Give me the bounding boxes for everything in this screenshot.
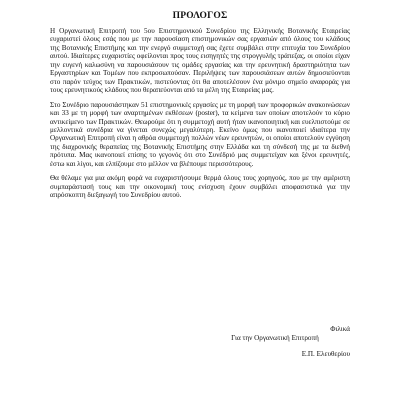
paragraph-2: Στο Συνέδριο παρουσιάστηκαν 51 επιστημονικές εργασίες με τη μορφή των προφορικών ανακοινώσεων και 33 με τη μορφή των αναρτημένων εκθέσεων (poster), τα κείμενα των οποίων αποτελούν το κύριο αντικείμενο των Πρακτικών. Θεωρούμε ότι η συμμετοχή αυτή ήταν ικανοποιητική και ευελπιστούμε σε μελλοντικά συνέδρια να γίνεται συνεχώς μεγαλύτερη. Εκείνο όμως που ικανοποιεί ιδιαίτερα την Οργανωτική Επιτροπή είναι η αθρόα συμμετοχή πολλών νέων ερευνητών, οι οποίοι αποτελούν εγγύηση της διαχρονικής θεραπείας της Βοτανικής Επιστήμης στην Ελλάδα και τη σύνδεσή της με τα διεθνή πρότυπα. Μας ικανοποιεί επίσης το γεγονός ότι στο Συνέδριό μας συμμετείχαν και ξένοι ερευνητές, έστω και λίγοι, και ελπίζουμε στο μέλλον να βλέπουμε περισσότερους. [50,100,350,168]
closing-on-behalf: Για την Οργανωτική Επιτροπή [231,333,319,342]
closing-signer: Ε.Π. Ελευθερίου [301,350,350,358]
signer-block [200,350,350,359]
paragraph-1: Η Οργανωτική Επιτροπή του 5ου Επιστημονικού Συνεδρίου της Ελληνικής Βοτανικής Εταιρείας ευχαριστεί όλους εσάς που με την παρουσίαση επιστημονικών σας εργασιών από όλους του κλάδους της Βοτανικής Επιστήμης και την ενεργό συμμετοχή σας έχετε συμβάλει στην επιτυχία του Συνεδρίου αυτού. Ιδιαίτερες ευχαριστίες οφείλονται προς τους εισηγητές της στρογγυλής τράπεζας, οι οποίοι είχαν την ευγενή καλωσύνη να παρουσιάσουν τις ομάδες εργασίας και την ερευνητική δραστηριότητα των Εργαστηρίων και Τομέων που εκπροσωπούσαν. Περιλήψεις των παρουσιάσεων αυτών δημοσιεύονται στο παρόν τεύχος των Πρακτικών, πιστεύοντας ότι θα αποτελέσουν ένα μόνιμο σημείο αναφοράς για τους ερευνητικούς κλάδους που θεραπεύονται από τα μέλη της Εταιρείας μας. [50,27,350,95]
document-title: ΠΡΟΛΟΓΟΣ [172,11,228,21]
closing-block [200,325,350,342]
closing-salutation: Φιλικά [330,325,350,333]
paragraph-3: Θα θέλαμε για μια ακόμη φορά να ευχαριστήσουμε θερμά όλους τους χορηγούς, που με την αμέριστη συμπαράστασή τους και την οικονομική τους ενίσχυση έχουν συμβάλει αποφασιστικά για την απρόσκοπτη διεξαγωγή του Συνεδρίου αυτού. [50,174,350,200]
